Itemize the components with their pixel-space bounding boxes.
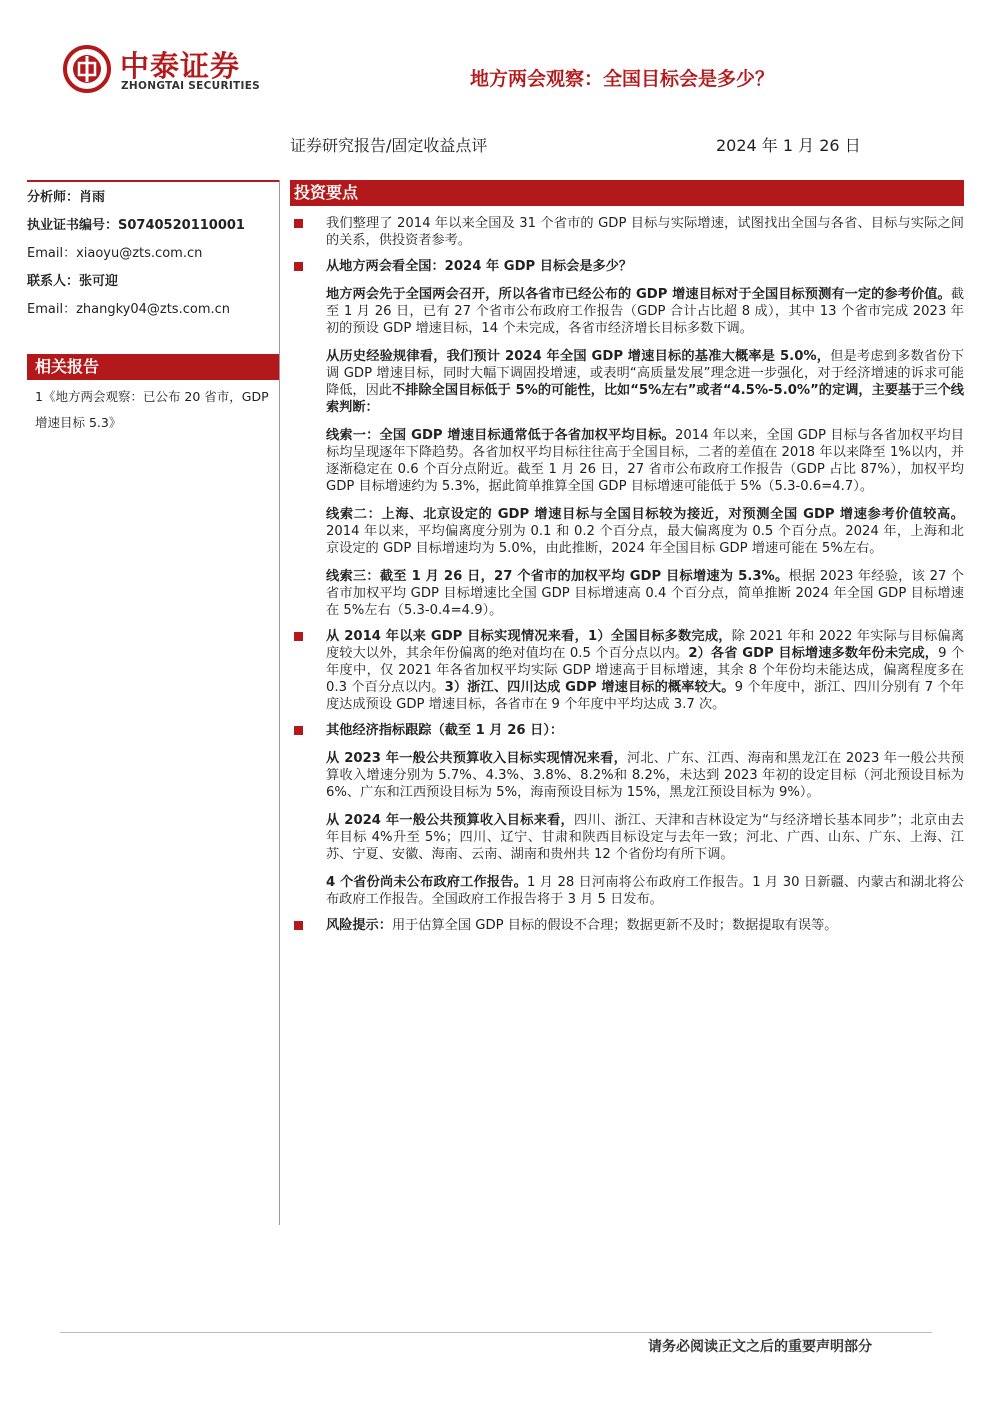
paragraph-lead: 从历史经验规律看，我们预计 2024 年全国 GDP 增速目标的基准大概率是 5.0%， xyxy=(326,349,831,364)
paragraph-lead: 从 2014 年以来 GDP 目标实现情况来看，1）全国目标多数完成， xyxy=(326,629,732,644)
paragraph-body: 9 个年度中，仅 2021 年各省加权平均实际 GDP 增速高于目标增速，其余 8 个年份均未能达成，偏离程度多在 0.3 个百分点以内。 xyxy=(326,646,965,695)
zhongtai-logo-icon xyxy=(62,44,112,94)
clue-body: 2014 年以来，全国 GDP 目标与各省加权平均目标均呈现逐年下降趋势。各省加权平均目标往往高于全国目标，二者的差值在 2018 年以来降至 1%以内，并逐渐稳定在 0.6 个百分点附近。截至 1 月 26 日，27 省市公布政府工作报告（GDP 占比 87%），加权平均 GDP 目标增速约为 5.3%，据此简单推算全国 GDP 目标增速可能低于 5%（5.3-0.6=4.7）。 xyxy=(326,428,964,494)
intro-text: 我们整理了 2014 年以来全国及 31 个省市的 GDP 目标与实际增速，试图找出全国与各省、目标与实际之间的关系，供投资者参考。 xyxy=(326,216,964,248)
analyst-name: 肖雨 xyxy=(79,190,106,205)
intro-paragraph xyxy=(290,215,964,249)
bullet-square-icon xyxy=(294,262,303,271)
bullet-square-icon xyxy=(294,632,303,641)
related-report-item[interactable]: 1《地方两会观察：已公布 20 省市，GDP 增速目标 5.3》 xyxy=(35,389,269,430)
cert-label: 执业证书编号： xyxy=(27,218,119,233)
paragraph-target-achievement xyxy=(290,628,964,713)
risk-label: 风险提示： xyxy=(326,918,392,933)
sidebar-top-rule xyxy=(27,180,279,182)
report-title: 地方两会观察：全国目标会是多少？ xyxy=(470,68,775,90)
section-heading-text: 其他经济指标跟踪（截至 1 月 26 日）： xyxy=(326,723,564,738)
contact-label: 联系人： xyxy=(27,274,80,289)
clue-body: 根据 2023 年经验，该 27 个省市加权平均 GDP 目标增速比全国 GDP 目标增速高 0.4 个百分点，简单推断 2024 年全国 GDP 目标增速在 5%左右（5.3-0.4=4.9）。 xyxy=(326,569,964,618)
logo-text-en: ZHONGTAI SECURITIES xyxy=(121,80,261,92)
analyst-row xyxy=(27,184,279,212)
paragraph-emphasis: 2）各省 GDP 目标增速多数年份未完成， xyxy=(688,646,939,661)
sidebar xyxy=(27,180,279,436)
clue-body: 2014 年以来，平均偏离度分别为 0.1 和 0.2 个百分点，最大偏离度为 0.5 个百分点。2024 年，上海和北京设定的 GDP 目标增速均为 5.0%，由此推断，2024 年全国目标 GDP 增速可能在 5%左右。 xyxy=(326,524,964,556)
paragraph-pending-reports xyxy=(290,874,964,908)
paragraph-body: 但是考虑到多数省份下调 GDP 增速目标，同时大幅下调固投增速，或表明“高质量发展”理念进一步强化，对于经济增速的诉求可能降低，因此 xyxy=(326,349,965,398)
paragraph-emphasis: 3）浙江、四川达成 GDP 增速目标的概率较大。 xyxy=(444,680,735,695)
paragraph-budget-2023 xyxy=(290,750,964,801)
investment-highlights-header: 投资要点 xyxy=(290,180,964,206)
paragraph-body: 四川、浙江、天津和吉林设定为“与经济增长基本同步”；北京由去年目标 4%升至 5%；四川、辽宁、甘肃和陕西目标设定与去年一致；河北、广西、山东、广东、上海、江苏、宁夏、安徽、海南、云南、湖南和贵州共 12 个省份均有所下调。 xyxy=(326,813,964,862)
paragraph-clue-two xyxy=(290,506,964,557)
clue-lead: 线索一：全国 GDP 增速目标通常低于各省加权平均目标。 xyxy=(326,428,675,443)
risk-text: 用于估算全国 GDP 目标的假设不合理；数据更新不及时；数据提取有误等。 xyxy=(391,918,838,933)
paragraph-local-sessions xyxy=(290,286,964,337)
paragraph-clue-one xyxy=(290,427,964,495)
report-date: 2024 年 1 月 26 日 xyxy=(716,136,861,155)
paragraph-lead: 从 2024 年一般公共预算收入目标来看， xyxy=(326,813,574,828)
risk-warning xyxy=(290,917,964,934)
report-type: 证券研究报告/固定收益点评 xyxy=(290,136,488,155)
paragraph-budget-2024 xyxy=(290,812,964,863)
contact-name: 张可迎 xyxy=(79,274,119,289)
clue-lead: 线索三：截至 1 月 26 日，27 个省市的加权平均 GDP 目标增速为 5.3%。 xyxy=(326,569,789,584)
paragraph-lead: 从 2023 年一般公共预算收入目标实现情况来看， xyxy=(326,751,627,766)
paragraph-emphasis: 不排除全国目标低于 5%的可能性，比如“5%左右”或者“4.5%-5.0%”的定调，主要基于三个线索判断： xyxy=(326,383,964,415)
cert-row xyxy=(27,212,279,240)
paragraph-historical xyxy=(290,348,964,416)
bullet-square-icon xyxy=(294,726,303,735)
paragraph-body: 河北、广东、江西、海南和黑龙江在 2023 年一般公共预算收入增速分别为 5.7%、4.3%、3.8%、8.2%和 8.2%，未达到 2023 年初的设定目标（河北预设目标为 6%、广东和江西预设目标为 5%，海南预设目标为 15%，黑龙江预设目标为 9%）。 xyxy=(326,751,964,800)
contact-row xyxy=(27,268,279,296)
section-heading-text: 从地方两会看全国：2024 年 GDP 目标会是多少？ xyxy=(326,259,633,274)
section-heading-two-sessions xyxy=(290,258,964,275)
bullet-square-icon xyxy=(294,219,303,228)
footer-rule xyxy=(60,1332,932,1333)
footer-disclaimer-notice: 请务必阅读正文之后的重要声明部分 xyxy=(648,1339,872,1355)
paragraph-body: 除 2021 年和 2022 年实际与目标偏离度较大以外，其余年份偏离的绝对值均在 0.5 个百分点以内。 xyxy=(326,629,965,661)
paragraph-body: 9 个年度中，浙江、四川分别有 7 个年度达成预设 GDP 增速目标，各省市在 9 个年度中平均达成 3.7 次。 xyxy=(326,680,965,712)
paragraph-body: 截至 1 月 26 日，已有 27 个省市公布政府工作报告（GDP 合计占比超 8 成），其中 13 个省市完成 2023 年初的预设 GDP 增速目标，14 个未完成，各省市经济增长目标多数下调。 xyxy=(326,287,964,336)
paragraph-clue-three xyxy=(290,568,964,619)
analyst-label: 分析师： xyxy=(27,190,80,205)
column-divider xyxy=(279,180,280,1225)
logo-text-cn: 中泰证券 xyxy=(120,49,241,83)
paragraph-lead: 地方两会先于全国两会召开，所以各省市已经公布的 GDP 增速目标对于全国目标预测有一定的参考价值。 xyxy=(326,287,951,302)
contact-email[interactable]: Email：zhangky04@zts.com.cn xyxy=(27,302,230,317)
cert-number: S0740520110001 xyxy=(118,218,245,233)
main-content xyxy=(290,180,964,934)
company-logo xyxy=(62,42,262,102)
bullet-square-icon xyxy=(294,921,303,930)
clue-lead: 线索二：上海、北京设定的 GDP 增速目标与全国目标较为接近，对预测全国 GDP 增速参考价值较高。 xyxy=(326,507,964,522)
analyst-email[interactable]: Email：xiaoyu@zts.com.cn xyxy=(27,246,203,261)
paragraph-lead: 4 个省份尚未公布政府工作报告。 xyxy=(326,875,527,890)
paragraph-body: 1 月 28 日河南将公布政府工作报告。1 月 30 日新疆、内蒙古和湖北将公布政府工作报告。全国政府工作报告将于 3 月 5 日发布。 xyxy=(326,875,964,907)
related-reports-header: 相关报告 xyxy=(27,354,279,380)
section-heading-other-indicators xyxy=(290,722,964,739)
